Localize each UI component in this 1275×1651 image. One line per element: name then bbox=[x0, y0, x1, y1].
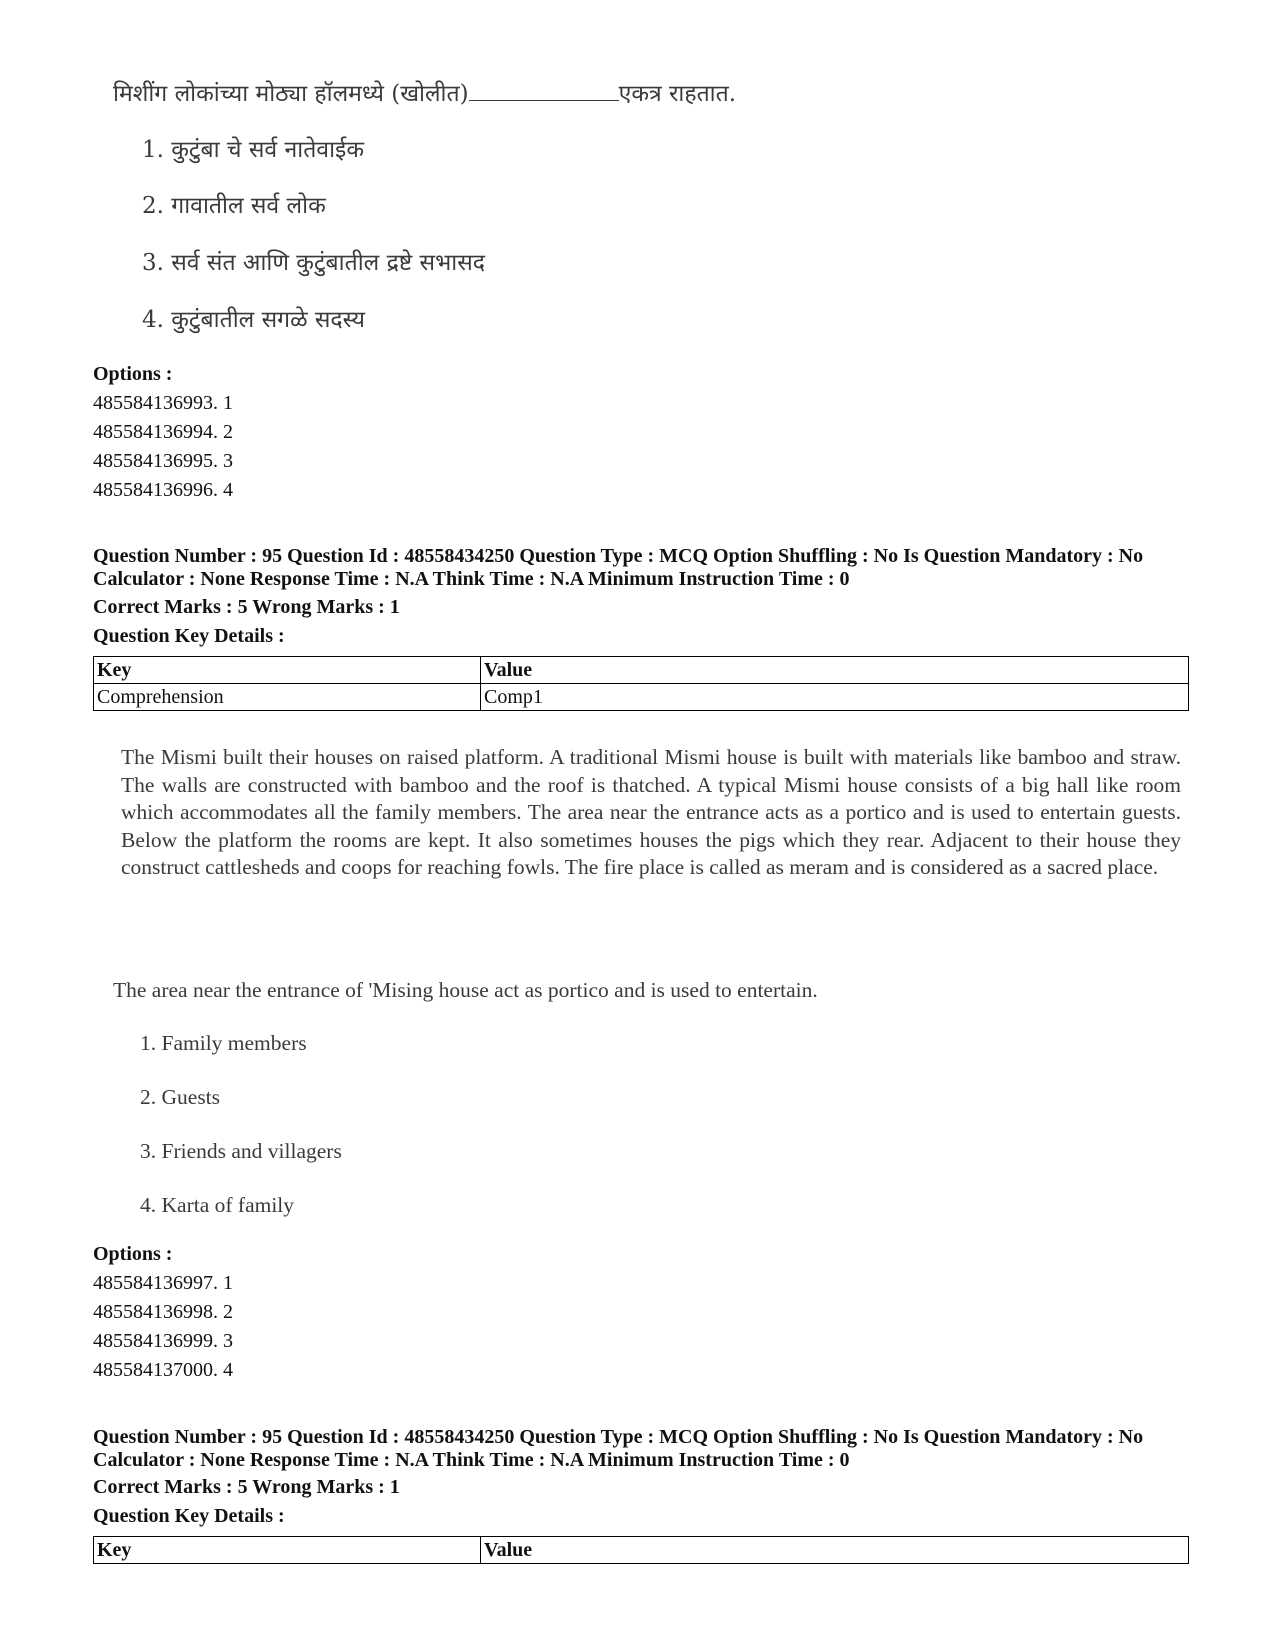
question-meta: Question Number : 95 Question Id : 48558434250 Question Type : MCQ Option Shuffling : No Is Question Mandatory : No Calculator : None Response Time : N.A Think Time : N.A Minimum Instruction Time : 0 bbox=[93, 1426, 1144, 1471]
question2-options bbox=[93, 1240, 233, 1385]
question1-choice-1: 1. कुटुंबा चे सर्व नातेवाईक bbox=[142, 137, 365, 163]
question1-choice-3: 3. सर्व संत आणि कुटुंबातील द्रष्टे सभासद bbox=[142, 250, 485, 276]
question1-choice-2: 2. गावातील सर्व लोक bbox=[142, 193, 326, 219]
question1-stem bbox=[113, 76, 736, 108]
option-id-3: 485584136999. 3 bbox=[93, 1330, 233, 1352]
table-header-value: Value bbox=[481, 1537, 1189, 1564]
question-marks: Correct Marks : 5 Wrong Marks : 1 bbox=[93, 596, 400, 618]
question1-stem-text: मिशींग लोकांच्या मोठ्या हॉलमध्ये (खोलीत) bbox=[113, 81, 469, 107]
question1-options bbox=[93, 360, 233, 505]
question-key-table bbox=[93, 656, 1189, 711]
table-header-row bbox=[94, 1537, 1189, 1564]
table-cell-value: Comp1 bbox=[481, 684, 1189, 711]
option-id-1: 485584136993. 1 bbox=[93, 392, 233, 414]
option-id-4: 485584137000. 4 bbox=[93, 1359, 233, 1381]
options-heading: Options : bbox=[93, 363, 173, 385]
question1-choice-4: 4. कुटुंबातील सगळे सदस्य bbox=[142, 307, 365, 333]
question2-choice-2: 2. Guests bbox=[140, 1085, 221, 1109]
question2-choice-4: 4. Karta of family bbox=[140, 1193, 295, 1217]
table-header-row bbox=[94, 657, 1189, 684]
question-key-details-label: Question Key Details : bbox=[93, 625, 285, 647]
table-cell-key: Comprehension bbox=[94, 684, 481, 711]
question-marks: Correct Marks : 5 Wrong Marks : 1 bbox=[93, 1476, 400, 1498]
question1-stem-end: एकत्र राहतात. bbox=[618, 81, 737, 107]
option-id-2: 485584136994. 2 bbox=[93, 421, 233, 443]
option-id-2: 485584136998. 2 bbox=[93, 1301, 233, 1323]
table-header-value: Value bbox=[481, 657, 1189, 684]
question-key-table bbox=[93, 1536, 1189, 1564]
question2-choice-1: 1. Family members bbox=[140, 1031, 307, 1055]
question-meta: Question Number : 95 Question Id : 48558434250 Question Type : MCQ Option Shuffling : No Is Question Mandatory : No Calculator : None Response Time : N.A Think Time : N.A Minimum Instruction Time : 0 bbox=[93, 545, 1144, 590]
option-id-1: 485584136997. 1 bbox=[93, 1272, 233, 1294]
table-row bbox=[94, 684, 1189, 711]
table-header-key: Key bbox=[94, 657, 481, 684]
question2-stem: The area near the entrance of 'Mising house act as portico and is used to entertain. bbox=[113, 978, 818, 1002]
options-heading: Options : bbox=[93, 1243, 173, 1265]
option-id-3: 485584136995. 3 bbox=[93, 450, 233, 472]
question-key-details-label: Question Key Details : bbox=[93, 1505, 285, 1527]
table-header-key: Key bbox=[94, 1537, 481, 1564]
answer-blank bbox=[469, 78, 619, 101]
option-id-4: 485584136996. 4 bbox=[93, 479, 233, 501]
comprehension-passage: The Mismi built their houses on raised platform. A traditional Mismi house is built with materials like bamboo and straw. The walls are constructed with bamboo and the roof is thatched. A typical Mismi house consists of a big hall like room which accommodates all the family members. The area near the entrance acts as a portico and is used to entertain guests. Below the platform the rooms are kept. It also sometimes houses the pigs which they rear. Adjacent to their house they construct cattlesheds and coops for reaching fowls. The fire place is called as meram and is considered as a sacred place. bbox=[121, 745, 1181, 880]
question2-choice-3: 3. Friends and villagers bbox=[140, 1139, 342, 1163]
